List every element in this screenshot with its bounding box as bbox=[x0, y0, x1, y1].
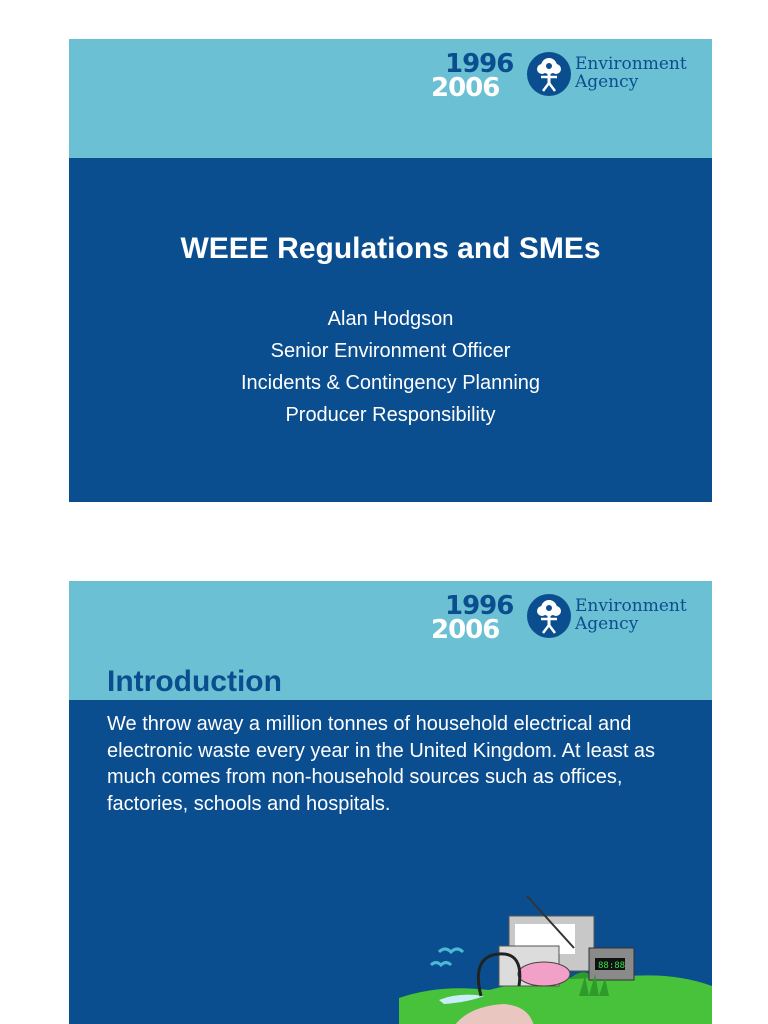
agency-name-line1: Environment bbox=[575, 596, 687, 616]
slide-body-text: We throw away a million tonnes of household electrical and electronic waste every year in the United Kingdom. At least as much comes from non-household sources such as offices, factories, schools and hospitals. bbox=[107, 713, 656, 815]
presenter-role: Senior Environment Officer bbox=[270, 340, 511, 362]
title-slide bbox=[69, 39, 712, 502]
introduction-slide bbox=[69, 581, 712, 1024]
year-end: 2006 bbox=[431, 615, 500, 645]
electronic-waste-clipart bbox=[399, 886, 712, 1024]
clock-display: 88:88 bbox=[598, 961, 626, 971]
agency-name bbox=[575, 597, 687, 633]
presenter-name: Alan Hodgson bbox=[327, 308, 454, 330]
anniversary-years bbox=[431, 591, 514, 645]
slide-title: WEEE Regulations and SMEs bbox=[180, 232, 601, 265]
environment-agency-logo-icon bbox=[527, 594, 571, 638]
agency-name-line2: Agency bbox=[575, 72, 639, 92]
slide-heading: Introduction bbox=[107, 665, 282, 698]
agency-name-line2: Agency bbox=[575, 614, 639, 634]
environment-agency-logo-icon bbox=[527, 52, 571, 96]
agency-name bbox=[575, 55, 687, 91]
agency-name-line1: Environment bbox=[575, 54, 687, 74]
presenter-team: Producer Responsibility bbox=[285, 404, 496, 426]
presenter-department: Incidents & Contingency Planning bbox=[240, 372, 541, 394]
year-start: 1996 bbox=[445, 49, 514, 79]
year-start: 1996 bbox=[445, 591, 514, 621]
anniversary-years bbox=[431, 49, 514, 103]
year-end: 2006 bbox=[431, 73, 500, 103]
